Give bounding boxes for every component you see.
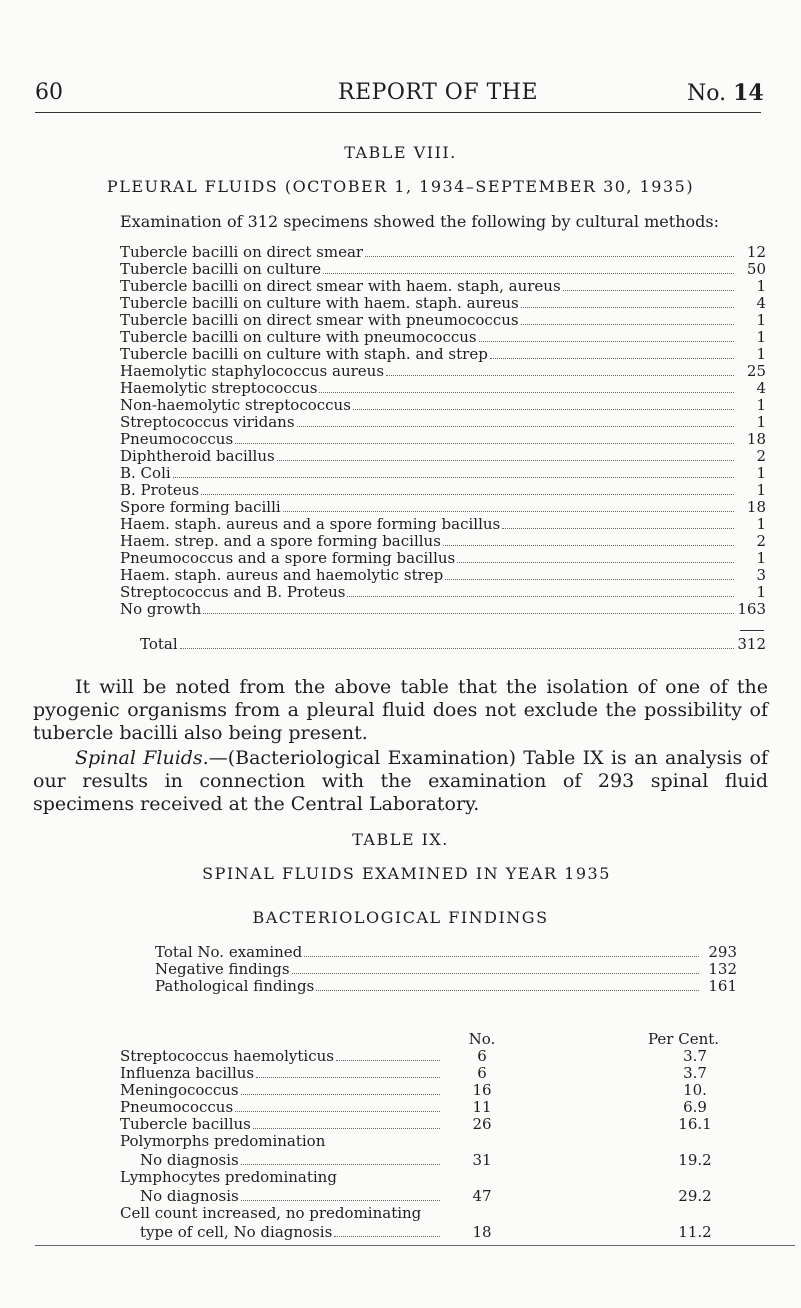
row-value: 12	[746, 243, 766, 261]
dot-leader	[353, 409, 734, 410]
dot-leader	[241, 1164, 440, 1165]
row-value: 25	[746, 362, 766, 380]
row-value: 4	[756, 294, 766, 312]
dot-leader	[304, 956, 699, 957]
row-value: 1	[756, 464, 766, 482]
finding-pct: 16.1	[678, 1115, 712, 1133]
dot-leader	[365, 256, 734, 257]
table8-title: PLEURAL FLUIDS (OCTOBER 1, 1934–SEPTEMBER 30, 1935)	[106, 177, 695, 196]
table8-row	[120, 448, 766, 465]
dot-leader	[521, 307, 734, 308]
table9-subtitle: BACTERIOLOGICAL FINDINGS	[252, 908, 549, 927]
row-value: 18	[746, 430, 766, 448]
dot-leader	[203, 613, 734, 614]
row-label: No growth	[120, 600, 202, 618]
running-title: REPORT OF THE	[338, 80, 539, 105]
row-label: Streptococcus and B. Proteus	[120, 583, 346, 601]
dot-leader	[386, 375, 734, 376]
finding-label-text: No diagnosis	[140, 1187, 239, 1205]
row-value: 1	[756, 328, 766, 346]
dot-leader	[283, 511, 734, 512]
row-label: Tubercle bacilli on direct smear	[120, 243, 364, 261]
table8-row	[120, 261, 766, 278]
table8-row	[120, 397, 766, 414]
dot-leader	[241, 1200, 440, 1201]
paragraph-2	[33, 747, 768, 816]
finding-no: 6	[477, 1064, 487, 1082]
finding-no: 16	[472, 1081, 492, 1099]
row-value: 1	[756, 515, 766, 533]
table8-row	[120, 550, 766, 567]
row-label: Tubercle bacilli on direct smear with pneumococcus	[120, 311, 519, 329]
dot-leader	[323, 273, 734, 274]
finding-label-text: Tubercle bacillus	[120, 1115, 251, 1133]
table8-row	[120, 244, 766, 261]
table8-row	[120, 312, 766, 329]
finding-no: 26	[472, 1115, 492, 1133]
row-label: Streptococcus viridans	[120, 413, 295, 431]
dot-leader	[336, 1060, 440, 1061]
total-value: 312	[737, 635, 766, 653]
finding-heading-text: Cell count increased, no predominating	[120, 1204, 422, 1222]
dot-leader	[443, 545, 734, 546]
finding-heading-text: Lymphocytes predominating	[120, 1168, 337, 1186]
finding-label	[140, 1152, 442, 1169]
total-label: Total	[140, 635, 178, 653]
row-value: 18	[746, 498, 766, 516]
dot-leader	[253, 1128, 440, 1129]
table8-row	[120, 482, 766, 499]
row-value: 1	[756, 311, 766, 329]
finding-pct: 11.2	[678, 1223, 712, 1241]
table-row	[120, 1116, 780, 1133]
row-value: 3	[756, 566, 766, 584]
row-label: Haem. staph. aureus and a spore forming bacillus	[120, 515, 501, 533]
sum-rule	[740, 630, 764, 631]
summary-row	[155, 944, 737, 961]
finding-pct: 29.2	[678, 1187, 712, 1205]
table-row	[120, 1099, 780, 1116]
paragraph-1-text: It will be noted from the above table that the isolation of one of the pyogenic organisms from a pleural fluid does not exclude the possibility of tubercle bacilli also being present.	[33, 676, 768, 744]
paragraph-2-body: —(Bacteriological Examination) Table IX is an analysis of our results in connection with the examination of 293 spinal fluid specimens received at the Central Laboratory.	[33, 747, 769, 815]
summary-row	[155, 961, 737, 978]
row-label: Spore forming bacilli	[120, 498, 281, 516]
page-number: 60	[35, 80, 63, 105]
finding-label-text: Meningococcus	[120, 1081, 239, 1099]
issue-label: No.	[687, 81, 727, 106]
row-label: Tubercle bacilli on direct smear with haem. staph, aureus	[120, 277, 561, 295]
dot-leader	[180, 648, 734, 649]
table8-row	[120, 346, 766, 363]
row-label: Haemolytic streptococcus	[120, 379, 318, 397]
table8-row	[120, 278, 766, 295]
table8-row	[120, 380, 766, 397]
row-label: Haem. staph. aureus and haemolytic strep	[120, 566, 444, 584]
row-label: Tubercle bacilli on culture with staph. and strep	[120, 345, 488, 363]
dot-leader	[241, 1094, 440, 1095]
footer-rule	[35, 1245, 795, 1246]
row-label: Tubercle bacilli on culture with pneumococcus	[120, 328, 477, 346]
dot-leader	[256, 1077, 440, 1078]
finding-label	[140, 1224, 442, 1241]
row-value: 1	[756, 583, 766, 601]
header-rule	[35, 112, 761, 113]
row-value: 161	[708, 977, 737, 995]
dot-leader	[502, 528, 734, 529]
row-value: 50	[746, 260, 766, 278]
row-label: B. Coli	[120, 464, 171, 482]
table8-row	[120, 329, 766, 346]
finding-no: 47	[472, 1187, 492, 1205]
dot-leader	[235, 1111, 440, 1112]
table8-row	[120, 499, 766, 516]
table-row	[120, 1224, 780, 1241]
finding-label	[140, 1188, 442, 1205]
table8-row	[120, 414, 766, 431]
dot-leader	[490, 358, 734, 359]
table8-intro: Examination of 312 specimens showed the following by cultural methods:	[120, 212, 719, 231]
finding-label-text: Pneumococcus	[120, 1098, 234, 1116]
finding-heading	[120, 1169, 780, 1186]
row-label: Total No. examined	[155, 943, 303, 961]
table8-row	[120, 363, 766, 380]
row-label: Haemolytic staphylococcus aureus	[120, 362, 385, 380]
table9-summary	[155, 944, 737, 995]
finding-no: 6	[477, 1047, 487, 1065]
row-value: 132	[708, 960, 737, 978]
row-value: 2	[756, 447, 766, 465]
finding-label	[120, 1065, 442, 1082]
row-label: Pneumococcus and a spore forming bacillus	[120, 549, 456, 567]
row-value: 1	[756, 396, 766, 414]
table8-row	[120, 601, 766, 618]
table-row	[120, 1048, 780, 1065]
table9-label: TABLE IX.	[352, 830, 449, 849]
row-value: 1	[756, 277, 766, 295]
row-label: Haem. strep. and a spore forming bacillus	[120, 532, 441, 550]
finding-label	[120, 1099, 442, 1116]
row-label: Tubercle bacilli on culture with haem. staph. aureus	[120, 294, 519, 312]
row-label: Tubercle bacilli on culture	[120, 260, 322, 278]
dot-leader	[316, 990, 699, 991]
issue-value: 14	[733, 80, 764, 106]
dot-leader	[201, 494, 734, 495]
table8-row	[120, 465, 766, 482]
dot-leader	[457, 562, 734, 563]
table8	[120, 244, 766, 618]
paragraph-1	[33, 676, 768, 745]
finding-label-text: No diagnosis	[140, 1151, 239, 1169]
table8-total-row	[120, 636, 766, 653]
finding-label	[120, 1048, 442, 1065]
dot-leader	[235, 443, 734, 444]
table8-row	[120, 295, 766, 312]
paragraph-2-text	[33, 747, 768, 816]
table8-row	[120, 431, 766, 448]
finding-pct: 19.2	[678, 1151, 712, 1169]
table8-label: TABLE VIII.	[344, 143, 457, 162]
finding-heading	[120, 1133, 780, 1150]
col-header-no: No.	[468, 1030, 496, 1048]
finding-label	[120, 1082, 442, 1099]
summary-row	[155, 978, 737, 995]
finding-no: 18	[472, 1223, 492, 1241]
row-value: 1	[756, 481, 766, 499]
row-value: 2	[756, 532, 766, 550]
finding-label	[120, 1116, 442, 1133]
table8-row	[120, 567, 766, 584]
row-value: 1	[756, 413, 766, 431]
dot-leader	[173, 477, 734, 478]
dot-leader	[334, 1236, 440, 1237]
dot-leader	[292, 973, 699, 974]
table9-title: SPINAL FLUIDS EXAMINED IN YEAR 1935	[202, 864, 611, 883]
row-label: Negative findings	[155, 960, 290, 978]
row-label: Non-haemolytic streptococcus	[120, 396, 351, 414]
finding-pct: 10.	[683, 1081, 707, 1099]
finding-pct: 3.7	[683, 1064, 707, 1082]
table-row	[120, 1152, 780, 1169]
issue-number	[687, 80, 764, 106]
row-label: Diphtheroid bacillus	[120, 447, 275, 465]
table8-row	[120, 533, 766, 550]
run-in-heading: Spinal Fluids.	[75, 747, 209, 769]
finding-label-text: type of cell, No diagnosis	[140, 1223, 333, 1241]
row-label: Pathological findings	[155, 977, 315, 995]
dot-leader	[319, 392, 734, 393]
dot-leader	[521, 324, 734, 325]
finding-label-text: Streptococcus haemolyticus	[120, 1047, 334, 1065]
row-value: 1	[756, 345, 766, 363]
finding-label-text: Influenza bacillus	[120, 1064, 255, 1082]
table-row	[120, 1188, 780, 1205]
row-label: Pneumococcus	[120, 430, 234, 448]
row-value: 1	[756, 549, 766, 567]
row-value: 4	[756, 379, 766, 397]
row-value: 163	[737, 600, 766, 618]
row-value: 293	[708, 943, 737, 961]
dot-leader	[445, 579, 734, 580]
finding-pct: 6.9	[683, 1098, 707, 1116]
col-header-pct: Per Cent.	[648, 1030, 720, 1048]
dot-leader	[479, 341, 734, 342]
finding-heading	[120, 1205, 780, 1222]
finding-no: 11	[472, 1098, 492, 1116]
table-row	[120, 1065, 780, 1082]
table8-row	[120, 584, 766, 601]
dot-leader	[297, 426, 734, 427]
finding-no: 31	[472, 1151, 492, 1169]
finding-pct: 3.7	[683, 1047, 707, 1065]
dot-leader	[347, 596, 734, 597]
table-row	[120, 1082, 780, 1099]
dot-leader	[277, 460, 734, 461]
finding-heading-text: Polymorphs predomination	[120, 1132, 326, 1150]
dot-leader	[563, 290, 734, 291]
table8-row	[120, 516, 766, 533]
row-label: B. Proteus	[120, 481, 200, 499]
